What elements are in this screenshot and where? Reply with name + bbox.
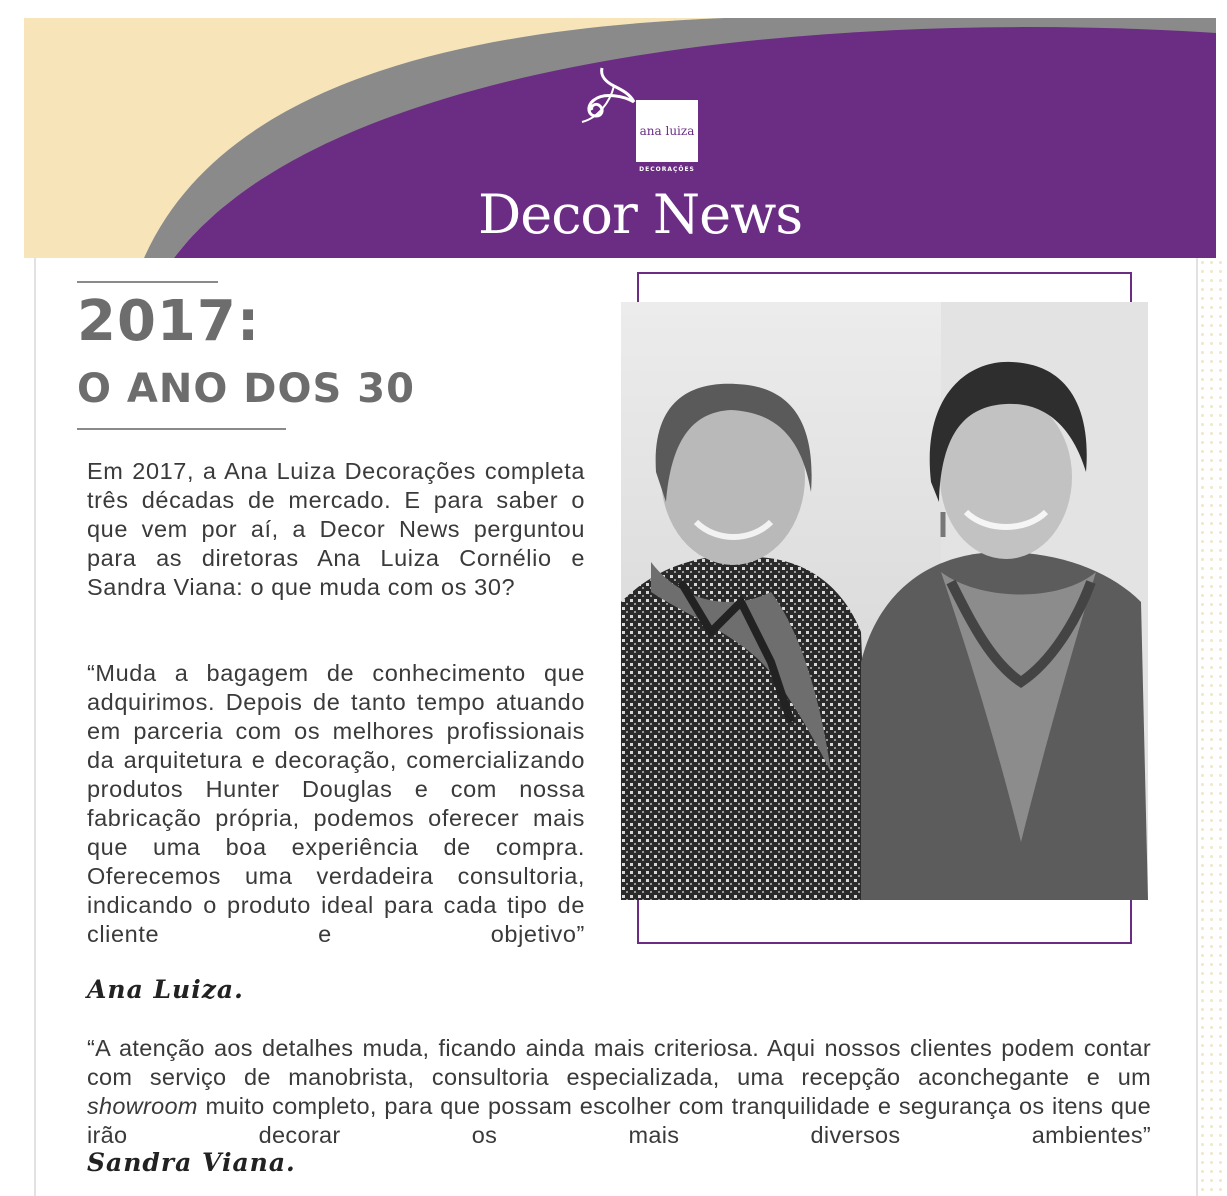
signature-ana-luiza: Ana Luiza. bbox=[87, 975, 244, 1004]
quote-sandra-showroom: showroom bbox=[87, 1093, 198, 1119]
newsletter-header bbox=[24, 18, 1216, 258]
title-rule-top bbox=[77, 281, 218, 283]
dotted-border-decoration bbox=[1198, 258, 1227, 1196]
brand-subtitle: DECORAÇÕES bbox=[639, 166, 695, 173]
quote-sandra-part2: muito completo, para que possam escolher com tranquilidade e segurança os itens que irão decorar os mais diversos ambientes” bbox=[87, 1093, 1151, 1148]
article-paragraph-quote-sandra bbox=[87, 1034, 1151, 1150]
article-year: 2017: bbox=[77, 289, 261, 354]
title-rule-bottom bbox=[77, 428, 286, 430]
article-paragraph-intro: Em 2017, a Ana Luiza Decorações completa três décadas de mercado. E para saber o que vem por aí, a Decor News perguntou para as diretoras Ana Luiza Cornélio e Sandra Viana: o que muda com os 30? bbox=[87, 458, 585, 600]
two-women-portrait-photo bbox=[621, 302, 1148, 900]
quote-sandra-part1: “A atenção aos detalhes muda, ficando ainda mais criteriosa. Aqui nossos clientes podem contar com serviço de manobrista, consultoria especializada, uma recepção aconchegante e um bbox=[87, 1035, 1151, 1090]
article-paragraph-quote-ana: “Muda a bagagem de conhecimento que adquirimos. Depois de tanto tempo atuando em parceria com os melhores profissionais da arquitetura e decoração, comercializando produtos Hunter Douglas e com nossa fabricação própria, podemos oferecer mais que uma boa experiência de compra. Oferecemos uma verdadeira consultoria, indicando o produto ideal para cada tipo de cliente e objetivo” bbox=[87, 660, 585, 947]
article-subtitle: O ANO DOS 30 bbox=[77, 366, 415, 412]
brand-name: ana luiza bbox=[636, 100, 698, 162]
newsletter-title: Decor News bbox=[477, 183, 803, 246]
brand-logo bbox=[564, 66, 704, 196]
signature-sandra-viana: Sandra Viana. bbox=[87, 1148, 296, 1177]
swirl-ornament-icon bbox=[564, 66, 644, 146]
